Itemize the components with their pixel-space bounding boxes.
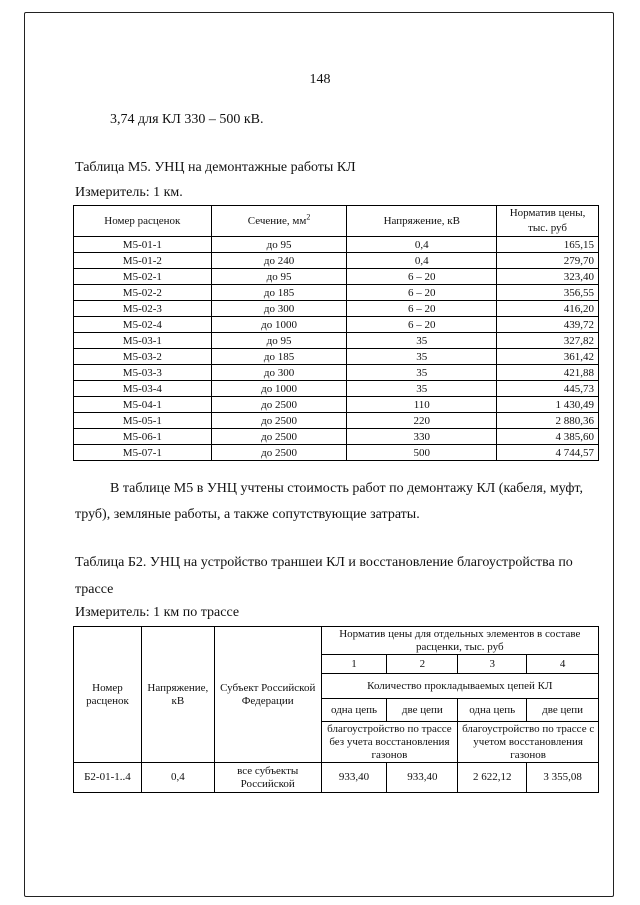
b2-cell-price-1: 933,40 <box>321 763 387 793</box>
b2-cell-price-2: 933,40 <box>387 763 458 793</box>
cell-price: 323,40 <box>497 269 599 285</box>
table-row <box>74 333 599 349</box>
cell-voltage: 6 – 20 <box>347 269 497 285</box>
cell-voltage: 35 <box>347 349 497 365</box>
b2-col-number-1: 1 <box>321 655 387 674</box>
b2-header-code: Номер расценок <box>74 627 142 763</box>
cell-voltage: 330 <box>347 429 497 445</box>
cell-voltage: 6 – 20 <box>347 317 497 333</box>
cell-code: М5-02-1 <box>74 269 212 285</box>
cell-section: до 300 <box>211 365 347 381</box>
b2-col-number-2: 2 <box>387 655 458 674</box>
table-row <box>74 285 599 301</box>
header-section-label: Сечение, мм <box>247 214 307 227</box>
cell-voltage: 500 <box>347 445 497 461</box>
table-row <box>74 349 599 365</box>
cell-code: М5-03-4 <box>74 381 212 397</box>
cell-section: до 95 <box>211 237 347 253</box>
cell-price: 2 880,36 <box>497 413 599 429</box>
table-row <box>74 445 599 461</box>
cell-price: 361,42 <box>497 349 599 365</box>
cell-voltage: 6 – 20 <box>347 301 497 317</box>
table-row <box>74 381 599 397</box>
header-voltage: Напряжение, кВ <box>347 206 497 237</box>
table-row <box>74 317 599 333</box>
b2-cell-voltage: 0,4 <box>141 763 214 793</box>
cell-voltage: 6 – 20 <box>347 285 497 301</box>
cell-code: М5-02-3 <box>74 301 212 317</box>
cell-code: М5-03-3 <box>74 365 212 381</box>
b2-chain-3: одна цепь <box>458 699 527 722</box>
table-row <box>74 301 599 317</box>
b2-chain-1: одна цепь <box>321 699 387 722</box>
table-row <box>74 269 599 285</box>
cell-price: 4 744,57 <box>497 445 599 461</box>
b2-cell-price-3: 2 622,12 <box>458 763 527 793</box>
b2-cell-code: Б2-01-1..4 <box>74 763 142 793</box>
b2-header-chain-count: Количество прокладываемых цепей КЛ <box>321 674 598 699</box>
cell-section: до 95 <box>211 333 347 349</box>
note-line-1: В таблице М5 в УНЦ учтены стоимость работ по демонтажу КЛ (кабеля, муфт, <box>110 481 583 496</box>
cell-voltage: 0,4 <box>347 253 497 269</box>
cell-code: М5-06-1 <box>74 429 212 445</box>
cell-code: М5-07-1 <box>74 445 212 461</box>
b2-col-number-4: 4 <box>527 655 599 674</box>
b2-landscape-without: благоустройство по трассе без учета восстановления газонов <box>321 722 458 763</box>
cell-code: М5-03-1 <box>74 333 212 349</box>
cell-voltage: 220 <box>347 413 497 429</box>
cell-price: 165,15 <box>497 237 599 253</box>
cell-voltage: 35 <box>347 381 497 397</box>
table-b2-caption-line-1: Таблица Б2. УНЦ на устройство траншеи КЛ и восстановление благоустройства по <box>75 555 573 570</box>
cell-price: 421,88 <box>497 365 599 381</box>
table-b2 <box>73 626 599 793</box>
cell-code: М5-01-1 <box>74 237 212 253</box>
cell-price: 1 430,49 <box>497 397 599 413</box>
header-code: Номер расценок <box>74 206 212 237</box>
cell-section: до 95 <box>211 269 347 285</box>
cell-voltage: 0,4 <box>347 237 497 253</box>
b2-cell-price-4: 3 355,08 <box>527 763 599 793</box>
b2-chain-4: две цепи <box>527 699 599 722</box>
table-row <box>74 397 599 413</box>
table-row <box>74 413 599 429</box>
table-row <box>74 237 599 253</box>
cell-voltage: 35 <box>347 365 497 381</box>
header-price: Норматив цены, тыс. руб <box>497 206 599 237</box>
b2-header-voltage: Напряжение, кВ <box>141 627 214 763</box>
cell-code: М5-01-2 <box>74 253 212 269</box>
intro-line: 3,74 для КЛ 330 – 500 кВ. <box>110 112 264 127</box>
table-row <box>74 429 599 445</box>
header-section <box>211 206 347 237</box>
b2-landscape-with: благоустройство по трассе с учетом восстановления газонов <box>458 722 599 763</box>
cell-section: до 185 <box>211 285 347 301</box>
table-m5-header-row <box>74 206 599 237</box>
table-row <box>74 365 599 381</box>
cell-section: до 1000 <box>211 317 347 333</box>
cell-section: до 300 <box>211 301 347 317</box>
cell-section: до 1000 <box>211 381 347 397</box>
b2-header-price-group: Норматив цены для отдельных элементов в составе расценки, тыс. руб <box>321 627 598 655</box>
cell-price: 439,72 <box>497 317 599 333</box>
cell-section: до 2500 <box>211 429 347 445</box>
cell-voltage: 35 <box>347 333 497 349</box>
cell-price: 356,55 <box>497 285 599 301</box>
table-m5-caption: Таблица М5. УНЦ на демонтажные работы КЛ <box>75 160 356 175</box>
cell-code: М5-02-2 <box>74 285 212 301</box>
cell-price: 4 385,60 <box>497 429 599 445</box>
b2-chain-2: две цепи <box>387 699 458 722</box>
cell-code: М5-04-1 <box>74 397 212 413</box>
table-b2-caption-line-2: трассе <box>75 582 114 597</box>
table-row <box>74 763 599 793</box>
cell-section: до 2500 <box>211 445 347 461</box>
cell-section: до 185 <box>211 349 347 365</box>
table-row <box>74 253 599 269</box>
page-number: 148 <box>309 72 331 87</box>
cell-code: М5-02-4 <box>74 317 212 333</box>
cell-section: до 2500 <box>211 397 347 413</box>
cell-price: 327,82 <box>497 333 599 349</box>
cell-code: М5-05-1 <box>74 413 212 429</box>
cell-voltage: 110 <box>347 397 497 413</box>
cell-section: до 2500 <box>211 413 347 429</box>
b2-col-number-3: 3 <box>458 655 527 674</box>
b2-cell-subject: все субъекты Российской <box>214 763 321 793</box>
cell-price: 416,20 <box>497 301 599 317</box>
note-line-2: труб), земляные работы, а также сопутствующие затраты. <box>75 507 420 522</box>
cell-code: М5-03-2 <box>74 349 212 365</box>
cell-price: 445,73 <box>497 381 599 397</box>
header-section-sup: 2 <box>306 211 311 221</box>
table-b2-unit: Измеритель: 1 км по трассе <box>75 605 240 620</box>
table-m5 <box>73 205 599 461</box>
table-m5-unit: Измеритель: 1 км. <box>75 185 183 200</box>
cell-price: 279,70 <box>497 253 599 269</box>
cell-section: до 240 <box>211 253 347 269</box>
b2-header-subject: Субъект Российской Федерации <box>214 627 321 763</box>
